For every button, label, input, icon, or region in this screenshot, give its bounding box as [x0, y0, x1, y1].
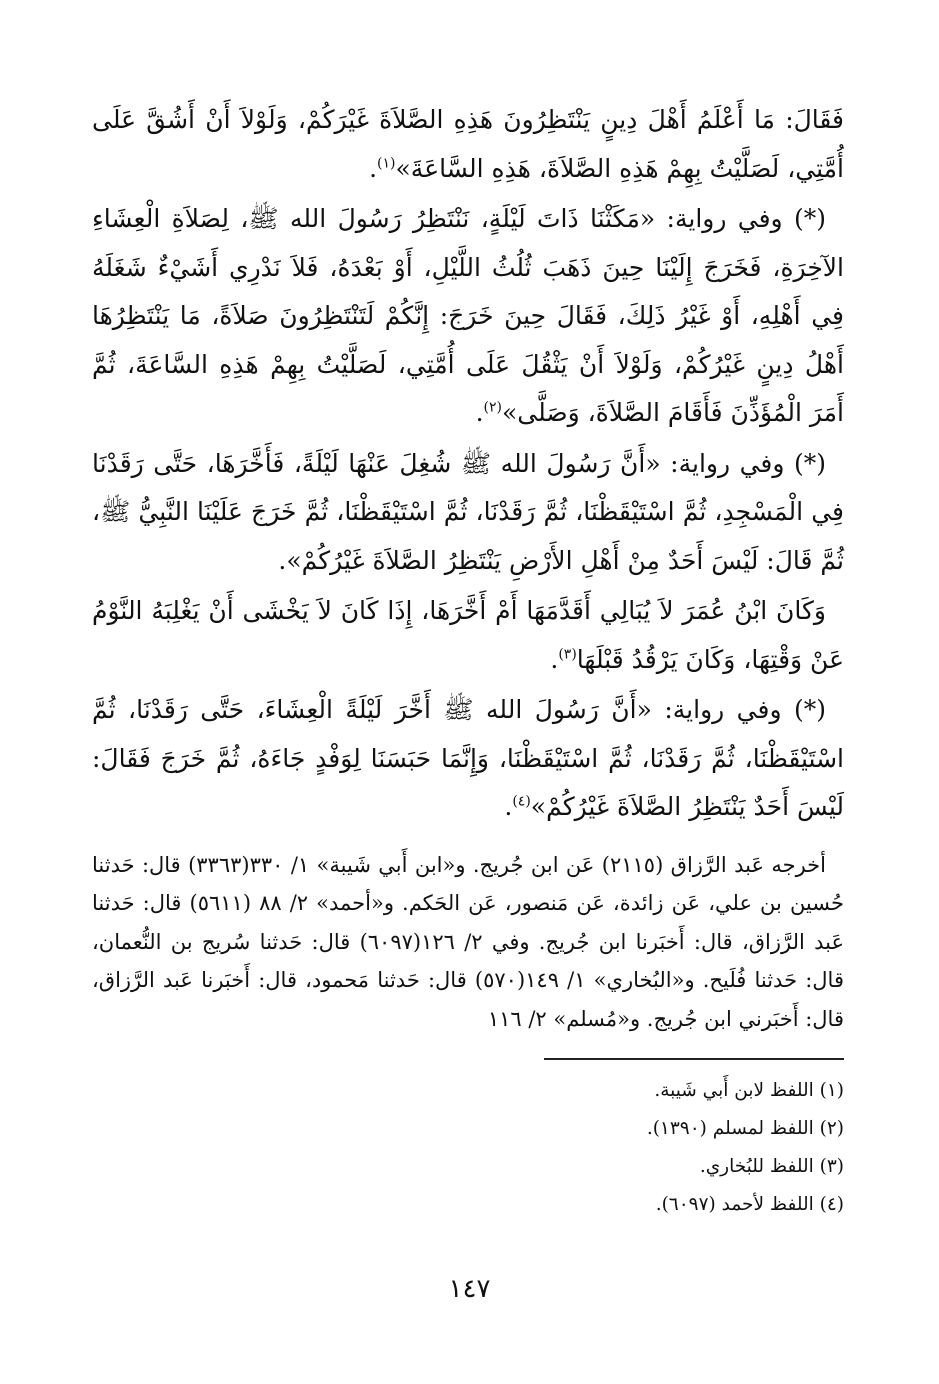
footnote-marker: (٣) — [558, 646, 577, 663]
hadith-paragraph — [92, 686, 844, 832]
main-text — [92, 96, 844, 832]
footnote-item: (٢) اللفظ لمسلم (١٣٩٠). — [646, 1118, 844, 1139]
page-number: ١٤٧ — [448, 1274, 491, 1304]
footnote-marker: (٢) — [483, 399, 502, 416]
hadith-paragraph — [92, 587, 844, 684]
paragraph-end: . — [504, 792, 513, 821]
paragraph-end: . — [475, 398, 484, 427]
footnotes-list — [92, 1072, 844, 1224]
footnote-marker: (١) — [377, 155, 396, 172]
paragraph-text: (*) وفي رواية: «مَكَثْنَا ذَاتَ لَيْلَةٍ، نَنْتَظِرُ رَسُولَ الله ﷺ، لِصَلاَةِ الْعِشَاءِ الآخِرَةِ، فَخَرَجَ إِلَيْنَا حِينَ ذَهَبَ ثُلُثُ اللَّيْلِ، أَوْ بَعْدَهُ، فَلاَ نَدْرِي أَشَيْءٌ شَغَلَهُ فِي أَهْلِهِ، أَوْ غَيْرُ ذَلِكَ، فَقَالَ حِينَ خَرَجَ: إِنَّكُمْ لَتَنْتَظِرُونَ صَلاَةً، مَا يَنْتَظِرُهَا أَهْلُ دِينٍ غَيْرُكُمْ، وَلَوْلاَ أَنْ يَثْقُلَ عَلَى أُمَّتِي، لَصَلَّيْتُ بِهِمْ هَذِهِ السَّاعَةَ، ثُمَّ أَمَرَ الْمُؤَذِّنَ فَأَقَامَ الصَّلاَةَ، وَصَلَّى» — [92, 204, 844, 427]
hadith-paragraph — [92, 195, 844, 438]
footnote-marker: (٤) — [512, 793, 531, 810]
paragraph-end: . — [550, 644, 559, 674]
paragraph-text: (*) وفي رواية: «أَنَّ رَسُولَ الله ﷺ شُغِلَ عَنْهَا لَيْلَةً، فَأَخَّرَهَا، حَتَّى رَقَدْنَا فِي الْمَسْجِدِ، ثُمَّ اسْتَيْقَظْنَا، ثُمَّ رَقَدْنَا، ثُمَّ اسْتَيْقَظْنَا، ثُمَّ خَرَجَ عَلَيْنَا النَّبِيُّ ﷺ، ثُمَّ قَالَ: لَيْسَ أَحَدٌ مِنْ أَهْلِ الأَرْضِ يَنْتَظِرُ الصَّلاَةَ غَيْرُكُمْ». — [92, 448, 844, 575]
takhrij-section — [92, 846, 844, 1039]
hadith-paragraph — [92, 440, 844, 586]
hadith-paragraph — [92, 96, 844, 193]
page-content — [92, 96, 844, 1224]
footnote-item: (١) اللفظ لابن أَبي شَيبة. — [654, 1080, 844, 1101]
footnote-item: (٣) اللفظ للبُخاري. — [699, 1156, 844, 1177]
paragraph-end: . — [369, 153, 378, 183]
paragraph-text: (*) وفي رواية: «أَنَّ رَسُولَ الله ﷺ أَخَّرَ لَيْلَةً الْعِشَاءَ، حَتَّى رَقَدْنَا، ثُمَّ اسْتَيْقَظْنَا، ثُمَّ رَقَدْنَا، ثُمَّ اسْتَيْقَظْنَا، وَإِنَّمَا حَبَسَنَا لِوَفْدٍ جَاءَهُ، ثُمَّ خَرَجَ فَقَالَ: لَيْسَ أَحَدٌ يَنْتَظِرُ الصَّلاَةَ غَيْرُكُمْ» — [92, 695, 844, 821]
paragraph-text: فَقَالَ: مَا أَعْلَمُ أَهْلَ دِينٍ يَنْتَظِرُونَ هَذِهِ الصَّلاَةَ غَيْرَكُمْ، وَلَوْلاَ أَنْ أَشُقَّ عَلَى أُمَّتِي، لَصَلَّيْتُ بِهِمْ هَذِهِ الصَّلاَةَ، هَذِهِ السَّاعَةَ» — [92, 105, 844, 183]
takhrij-text: أخرجه عَبد الرَّزاق (٢١١٥) عَن ابن جُريج. و«ابن أَبي شَيبة» ١/ ٣٣٠(٣٣٦٣) قال: حَدثنا حُسين بن علي، عَن زائدة، عَن مَنصور، عَن الحَكم. و«أحمد» ٢/ ٨٨ (٥٦١١) قال: حَدثنا عَبد الرَّزاق، قال: أَخبَرنا ابن جُريج. وفي ٢/ ١٢٦(٦٠٩٧) قال: حَدثنا سُريج بن النُّعمان، قال: حَدثنا فُلَيح. و«البُخاري» ١/ ١٤٩(٥٧٠) قال: حَدثنا مَحمود، قال: أَخبَرنا عَبد الرَّزاق، قال: أَخبَرني ابن جُريج. و«مُسلم» ٢/ ١١٦ — [92, 852, 844, 1031]
footnote-separator — [544, 1058, 844, 1060]
footnote-item: (٤) اللفظ لأحمد (٦٠٩٧). — [655, 1194, 844, 1215]
paragraph-text: وَكَانَ ابْنُ عُمَرَ لاَ يُبَالِي أَقَدَّمَهَا أَمْ أَخَّرَهَا، إِذَا كَانَ لاَ يَخْشَى أَنْ يَغْلِبَهُ النَّوْمُ عَنْ وَقْتِهَا، وَكَانَ يَرْقُدُ قَبْلَهَا — [92, 596, 844, 674]
